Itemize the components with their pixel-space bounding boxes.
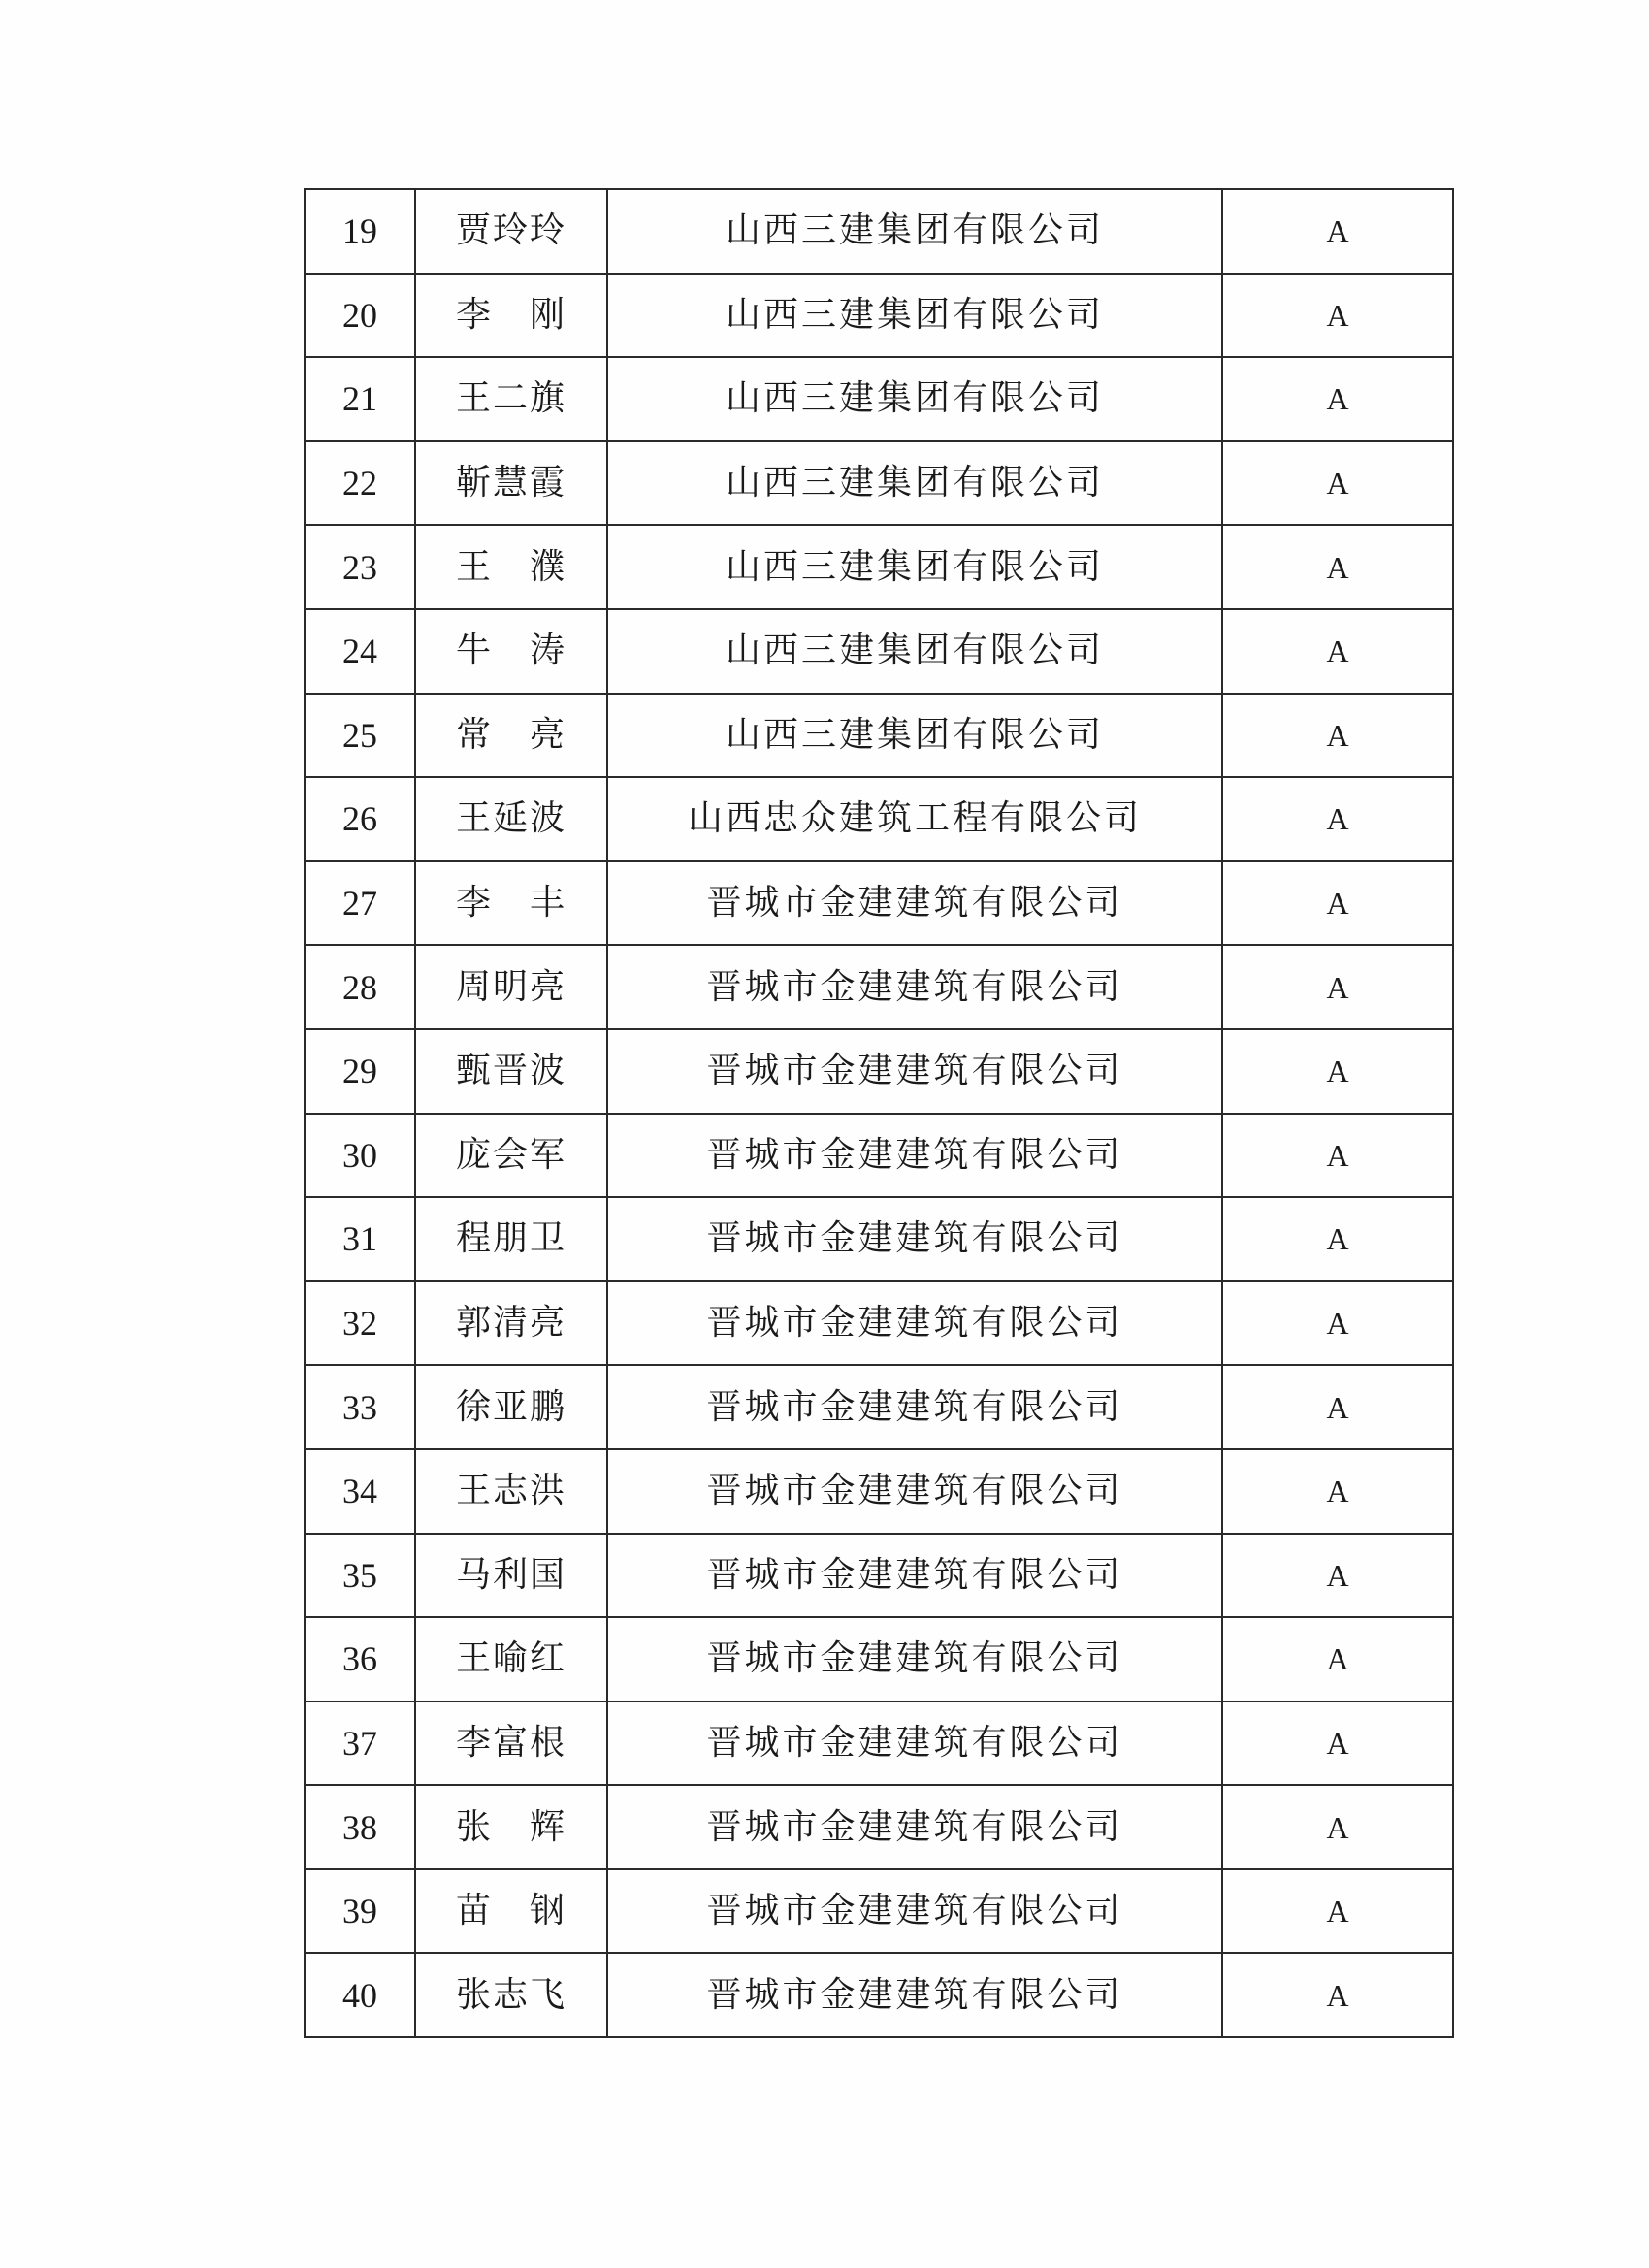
company-name-cell: 晋城市金建建筑有限公司	[607, 1365, 1222, 1449]
person-name-cell: 靳慧霞	[415, 441, 607, 526]
row-number-cell: 36	[305, 1617, 415, 1701]
company-name-cell: 晋城市金建建筑有限公司	[607, 861, 1222, 946]
grade-cell: A	[1222, 1785, 1453, 1869]
table-row	[305, 1029, 1453, 1114]
table-row	[305, 945, 1453, 1029]
company-name-cell: 晋城市金建建筑有限公司	[607, 1281, 1222, 1366]
grade-cell: A	[1222, 1365, 1453, 1449]
row-number-cell: 38	[305, 1785, 415, 1869]
company-name-cell: 山西三建集团有限公司	[607, 694, 1222, 778]
company-name-cell: 山西三建集团有限公司	[607, 609, 1222, 694]
company-name-cell: 山西三建集团有限公司	[607, 525, 1222, 609]
row-number-cell: 31	[305, 1197, 415, 1281]
company-name-cell: 晋城市金建建筑有限公司	[607, 1953, 1222, 2037]
person-name-cell: 贾玲玲	[415, 189, 607, 274]
grade-cell: A	[1222, 1114, 1453, 1198]
row-number-cell: 21	[305, 357, 415, 441]
company-name-cell: 山西三建集团有限公司	[607, 274, 1222, 358]
table-row	[305, 777, 1453, 861]
row-number-cell: 35	[305, 1534, 415, 1618]
table-row	[305, 694, 1453, 778]
company-name-cell: 晋城市金建建筑有限公司	[607, 1869, 1222, 1954]
row-number-cell: 32	[305, 1281, 415, 1366]
person-name-cell: 王二旗	[415, 357, 607, 441]
person-name-cell: 王延波	[415, 777, 607, 861]
person-name-cell: 常 亮	[415, 694, 607, 778]
grade-cell: A	[1222, 1869, 1453, 1954]
table-row	[305, 357, 1453, 441]
grade-cell: A	[1222, 1029, 1453, 1114]
grade-cell: A	[1222, 609, 1453, 694]
table-row	[305, 861, 1453, 946]
table-row	[305, 441, 1453, 526]
company-name-cell: 晋城市金建建筑有限公司	[607, 1197, 1222, 1281]
company-name-cell: 山西忠众建筑工程有限公司	[607, 777, 1222, 861]
grade-cell: A	[1222, 1953, 1453, 2037]
grade-cell: A	[1222, 1449, 1453, 1534]
row-number-cell: 34	[305, 1449, 415, 1534]
grade-cell: A	[1222, 1534, 1453, 1618]
row-number-cell: 19	[305, 189, 415, 274]
company-name-cell: 晋城市金建建筑有限公司	[607, 1029, 1222, 1114]
grade-cell: A	[1222, 945, 1453, 1029]
company-name-cell: 晋城市金建建筑有限公司	[607, 1534, 1222, 1618]
table-row	[305, 525, 1453, 609]
company-name-cell: 山西三建集团有限公司	[607, 441, 1222, 526]
person-name-cell: 牛 涛	[415, 609, 607, 694]
row-number-cell: 29	[305, 1029, 415, 1114]
roster-table-body	[305, 189, 1453, 2037]
person-name-cell: 徐亚鹏	[415, 1365, 607, 1449]
table-row	[305, 1281, 1453, 1366]
grade-cell: A	[1222, 525, 1453, 609]
row-number-cell: 24	[305, 609, 415, 694]
person-name-cell: 王喻红	[415, 1617, 607, 1701]
table-row	[305, 1197, 1453, 1281]
person-name-cell: 李 刚	[415, 274, 607, 358]
grade-cell: A	[1222, 1617, 1453, 1701]
grade-cell: A	[1222, 694, 1453, 778]
grade-cell: A	[1222, 189, 1453, 274]
grade-cell: A	[1222, 1197, 1453, 1281]
grade-cell: A	[1222, 357, 1453, 441]
person-name-cell: 周明亮	[415, 945, 607, 1029]
company-name-cell: 晋城市金建建筑有限公司	[607, 1617, 1222, 1701]
table-container	[304, 188, 1450, 2038]
row-number-cell: 22	[305, 441, 415, 526]
row-number-cell: 39	[305, 1869, 415, 1954]
table-row	[305, 1869, 1453, 1954]
table-row	[305, 1534, 1453, 1618]
row-number-cell: 37	[305, 1701, 415, 1786]
person-name-cell: 王志洪	[415, 1449, 607, 1534]
row-number-cell: 33	[305, 1365, 415, 1449]
company-name-cell: 晋城市金建建筑有限公司	[607, 1785, 1222, 1869]
grade-cell: A	[1222, 274, 1453, 358]
person-name-cell: 苗 钢	[415, 1869, 607, 1954]
person-name-cell: 王 濮	[415, 525, 607, 609]
company-name-cell: 山西三建集团有限公司	[607, 357, 1222, 441]
person-name-cell: 马利国	[415, 1534, 607, 1618]
table-row	[305, 1617, 1453, 1701]
person-name-cell: 程朋卫	[415, 1197, 607, 1281]
row-number-cell: 20	[305, 274, 415, 358]
table-row	[305, 1449, 1453, 1534]
person-name-cell: 李 丰	[415, 861, 607, 946]
company-name-cell: 晋城市金建建筑有限公司	[607, 1114, 1222, 1198]
person-name-cell: 郭清亮	[415, 1281, 607, 1366]
person-name-cell: 李富根	[415, 1701, 607, 1786]
grade-cell: A	[1222, 1701, 1453, 1786]
grade-cell: A	[1222, 441, 1453, 526]
person-name-cell: 庞会军	[415, 1114, 607, 1198]
roster-table	[304, 188, 1454, 2038]
grade-cell: A	[1222, 1281, 1453, 1366]
row-number-cell: 28	[305, 945, 415, 1029]
table-row	[305, 1953, 1453, 2037]
row-number-cell: 40	[305, 1953, 415, 2037]
grade-cell: A	[1222, 777, 1453, 861]
table-row	[305, 1365, 1453, 1449]
row-number-cell: 30	[305, 1114, 415, 1198]
grade-cell: A	[1222, 861, 1453, 946]
person-name-cell: 甄晋波	[415, 1029, 607, 1114]
table-row	[305, 274, 1453, 358]
company-name-cell: 山西三建集团有限公司	[607, 189, 1222, 274]
row-number-cell: 26	[305, 777, 415, 861]
table-row	[305, 1701, 1453, 1786]
table-row	[305, 1785, 1453, 1869]
company-name-cell: 晋城市金建建筑有限公司	[607, 945, 1222, 1029]
table-row	[305, 609, 1453, 694]
table-row	[305, 189, 1453, 274]
row-number-cell: 23	[305, 525, 415, 609]
row-number-cell: 27	[305, 861, 415, 946]
row-number-cell: 25	[305, 694, 415, 778]
company-name-cell: 晋城市金建建筑有限公司	[607, 1701, 1222, 1786]
table-row	[305, 1114, 1453, 1198]
person-name-cell: 张 辉	[415, 1785, 607, 1869]
person-name-cell: 张志飞	[415, 1953, 607, 2037]
company-name-cell: 晋城市金建建筑有限公司	[607, 1449, 1222, 1534]
